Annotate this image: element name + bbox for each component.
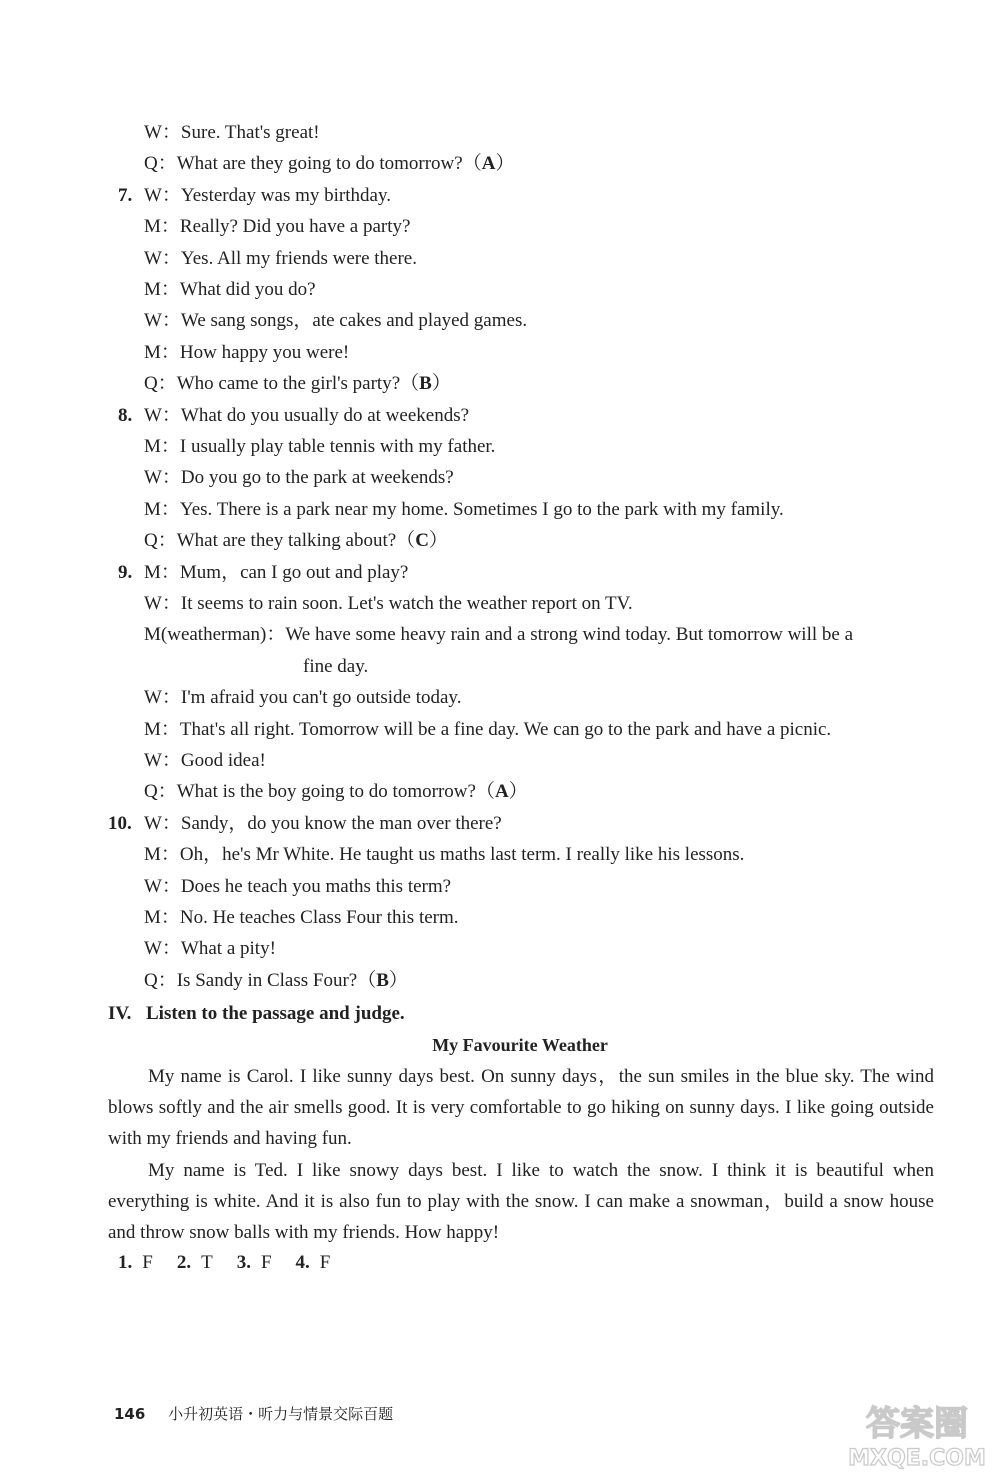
dialog-text: M：No. He teaches Class Four this term. (144, 907, 459, 928)
dialog-text: W：Yes. All my friends were there. (144, 247, 417, 269)
page-number: 146 (114, 1405, 146, 1423)
dialog-text: W：Sandy，do you know the man over there? (144, 812, 502, 834)
dialog-text: Q：Is Sandy in Class Four?（ (144, 969, 377, 991)
dialog-text: W：What do you usually do at weekends? (144, 404, 470, 426)
dialog-text: M：That's all right. Tomorrow will be a fine day. We can go to the park and have a picnic. (144, 718, 832, 740)
answer-number: 1. (118, 1252, 133, 1273)
question-number: 9. (118, 561, 133, 583)
dialog-line (144, 686, 461, 710)
answer-choice: B (419, 373, 432, 395)
dialog-text: M：I usually play table tennis with my father. (144, 436, 496, 457)
answer-number: 4. (295, 1252, 310, 1273)
dialog-line (144, 184, 391, 208)
question-line (144, 529, 448, 553)
answer-choice: C (415, 530, 429, 552)
dialog-text: W：Sure. That's great! (144, 122, 320, 143)
dialog-text: M：What did you do? (144, 279, 316, 300)
dialog-line (144, 875, 451, 899)
answer-key (118, 1251, 354, 1275)
passage-body (108, 1061, 934, 1248)
answer-item (118, 1252, 153, 1273)
dialog-line (144, 592, 633, 616)
dialog-text: W：Do you go to the park at weekends? (144, 467, 454, 489)
dialog-line (144, 466, 454, 490)
dialog-line (144, 278, 316, 302)
dialog-text: W：Good idea! (144, 750, 266, 771)
dialog-line (144, 341, 349, 365)
paren-close: ） (428, 530, 448, 552)
question-number: 7. (118, 184, 133, 206)
dialog-line (144, 718, 831, 742)
dialog-line (144, 404, 469, 428)
question-line (144, 780, 528, 804)
dialog-text: Q：What are they going to do tomorrow?（ (144, 153, 482, 175)
dialog-line (144, 121, 320, 145)
watermark-logo-text: 答案圈 (866, 1404, 968, 1444)
dialog-text: W：I'm afraid you can't go outside today. (144, 687, 462, 709)
dialog-line (144, 812, 502, 836)
answer-value: T (201, 1252, 213, 1273)
dialog-line (144, 498, 784, 522)
answer-item (177, 1252, 213, 1273)
page-footer (114, 1404, 393, 1424)
section-instruction: Listen to the passage and judge. (146, 1003, 405, 1024)
dialog-text: W：We sang songs，ate cakes and played games. (144, 310, 528, 332)
answer-choice: A (494, 781, 509, 803)
paren-close: ） (388, 969, 408, 991)
paren-close: ） (431, 373, 451, 395)
question-line (144, 372, 451, 396)
dialog-text: M(weatherman)：We have some heavy rain and a strong wind today. But tomorrow will be a (144, 624, 854, 646)
answer-value: F (142, 1252, 153, 1273)
dialog-line (144, 749, 266, 773)
answer-item (296, 1252, 331, 1273)
dialog-line (303, 655, 368, 679)
section-label: IV. (108, 1003, 132, 1024)
dialog-text: M：Oh，he's Mr White. He taught us maths last term. I really like his lessons. (144, 844, 745, 866)
watermark-url: MXQE.COM (848, 1446, 986, 1471)
answer-number: 3. (236, 1252, 251, 1273)
answer-choice: A (481, 153, 496, 175)
dialog-line (144, 843, 744, 867)
dialog-text: W：What a pity! (144, 938, 276, 960)
dialog-text: M：Really? Did you have a party? (144, 216, 411, 238)
answer-value: F (260, 1252, 272, 1273)
book-title: 小升初英语・听力与情景交际百题 (168, 1405, 394, 1423)
answer-choice: B (376, 969, 389, 991)
dialog-text: W：Yesterday was my birthday. (144, 184, 391, 206)
dialog-text: Q：Who came to the girl's party?（ (144, 373, 420, 395)
answer-item (237, 1252, 272, 1273)
watermark-logo (842, 1395, 992, 1473)
question-line (144, 969, 408, 993)
paren-close: ） (495, 153, 515, 175)
question-number: 8. (118, 404, 133, 426)
question-line (144, 152, 514, 176)
dialog-line (144, 309, 527, 333)
question-number: 10. (108, 812, 132, 834)
dialog-text: M：Mum，can I go out and play? (144, 561, 409, 583)
answer-number: 2. (176, 1252, 192, 1273)
dialog-text: M：Yes. There is a park near my home. Sometimes I go to the park with my family. (144, 498, 784, 520)
dialog-text: Q：What are they talking about?（ (144, 530, 416, 552)
passage-paragraph: My name is Carol. I like sunny days best. On sunny days，the sun smiles in the blue sky. The wind blows softly and the air smells good. It is very comfortable to go hiking on sunny days. I like going outside with my friends and having fun. (108, 1066, 934, 1150)
dialog-line (144, 247, 417, 271)
dialog-text: W：It seems to rain soon. Let's watch the weather report on TV. (144, 593, 633, 614)
answer-value: F (319, 1252, 331, 1273)
dialog-text: fine day. (303, 655, 369, 677)
dialog-line (144, 561, 408, 585)
dialog-text: Q：What is the boy going to do tomorrow?（ (144, 781, 495, 803)
dialog-text: W：Does he teach you maths this term? (144, 875, 452, 897)
paren-close: ） (508, 781, 528, 803)
dialog-line (144, 906, 459, 930)
dialog-line (144, 215, 410, 239)
dialog-line (144, 937, 276, 961)
passage-title: My Favourite Weather (432, 1035, 608, 1055)
dialog-line (144, 623, 853, 647)
passage-paragraph: My name is Ted. I like snowy days best. I like to watch the snow. I think it is beautiful when everything is white. And it is also fun to play with the snow. I can make a snowman，build a snow house and throw snow balls with my friends. How happy! (108, 1159, 934, 1244)
dialog-line (144, 435, 495, 459)
dialog-text: M：How happy you were! (144, 341, 350, 363)
